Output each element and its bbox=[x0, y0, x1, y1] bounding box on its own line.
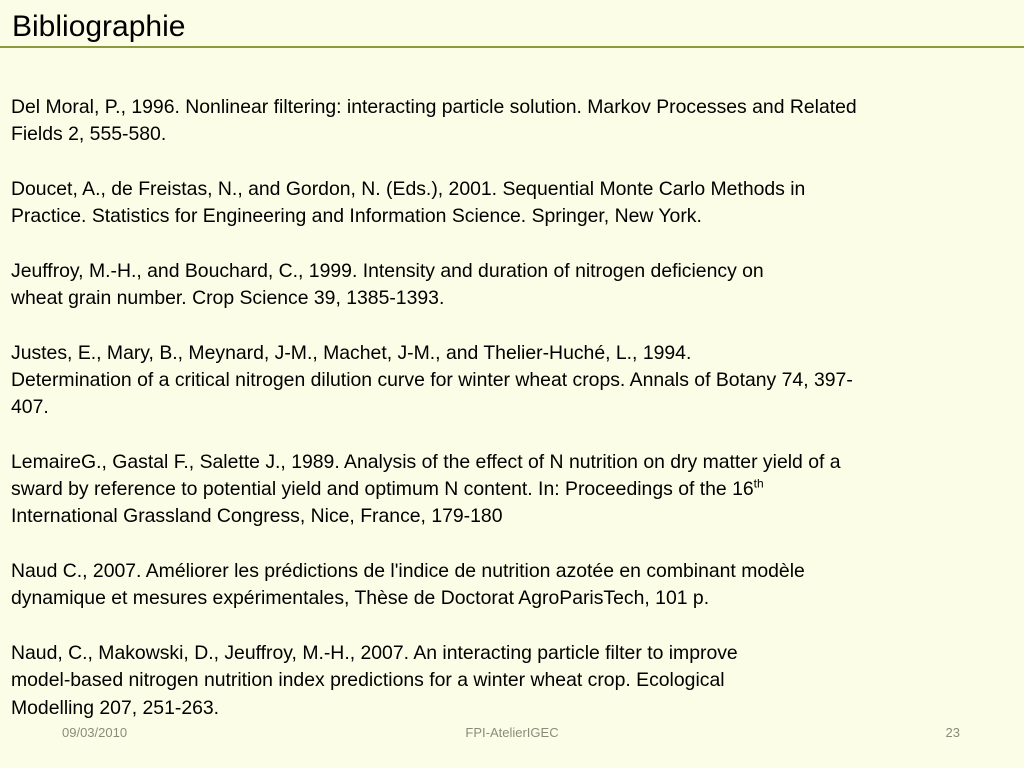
reference-line: International Grassland Congress, Nice, France, 179-180 bbox=[11, 505, 503, 528]
page-number: 23 bbox=[945, 725, 960, 740]
reference-line: Naud C., 2007. Améliorer les prédictions de l'indice de nutrition azotée en combinant modèle bbox=[11, 560, 805, 583]
reference-line bbox=[11, 476, 1017, 503]
reference-list bbox=[11, 94, 1017, 749]
reference-line: Del Moral, P., 1996. Nonlinear filtering: interacting particle solution. Markov Processes and Related bbox=[11, 96, 857, 118]
reference-naud-2007-article bbox=[11, 640, 1017, 722]
reference-line: model-based nitrogen nutrition index predictions for a winter wheat crop. Ecological bbox=[11, 669, 725, 692]
reference-line: 407. bbox=[11, 396, 49, 419]
footer-title: FPI-AtelierIGEC bbox=[465, 725, 559, 740]
slide-title: Bibliographie bbox=[12, 10, 186, 43]
reference-jeuffroy bbox=[11, 258, 1017, 313]
reference-line: LemaireG., Gastal F., Salette J., 1989. Analysis of the effect of N nutrition on dry matter yield of a bbox=[11, 450, 841, 473]
title-divider bbox=[0, 46, 1024, 48]
reference-line: Naud, C., Makowski, D., Jeuffroy, M.-H., 2007. An interacting particle filter to improve bbox=[11, 641, 738, 664]
reference-line: Jeuffroy, M.-H., and Bouchard, C., 1999. Intensity and duration of nitrogen deficiency on bbox=[11, 259, 764, 282]
reference-line: dynamique et mesures expérimentales, Thèse de Doctorat AgroParisTech, 101 p. bbox=[11, 587, 710, 610]
reference-lemaire bbox=[11, 449, 1017, 531]
reference-del-moral bbox=[11, 94, 1017, 149]
reference-naud-2007-thesis bbox=[11, 558, 1017, 613]
footer-date: 09/03/2010 bbox=[62, 725, 128, 740]
reference-line: Determination of a critical nitrogen dilution curve for winter wheat crops. Annals of Botany 74, 397- bbox=[11, 368, 853, 391]
reference-justes bbox=[11, 340, 1017, 422]
reference-line: Justes, E., Mary, B., Meynard, J-M., Machet, J-M., and Thelier-Huché, L., 1994. bbox=[11, 341, 692, 364]
reference-line-text: sward by reference to potential yield and optimum N content. In: Proceedings of the 16 bbox=[11, 478, 754, 501]
reference-doucet bbox=[11, 176, 1017, 231]
reference-line: Modelling 207, 251-263. bbox=[11, 696, 220, 719]
reference-line: Practice. Statistics for Engineering and Information Science. Springer, New York. bbox=[11, 205, 702, 228]
reference-line: Fields 2, 555-580. bbox=[11, 123, 167, 146]
reference-line: Doucet, A., de Freistas, N., and Gordon, N. (Eds.), 2001. Sequential Monte Carlo Methods in bbox=[11, 177, 806, 200]
reference-line: wheat grain number. Crop Science 39, 1385-1393. bbox=[11, 287, 445, 310]
ordinal-superscript: th bbox=[753, 476, 764, 491]
